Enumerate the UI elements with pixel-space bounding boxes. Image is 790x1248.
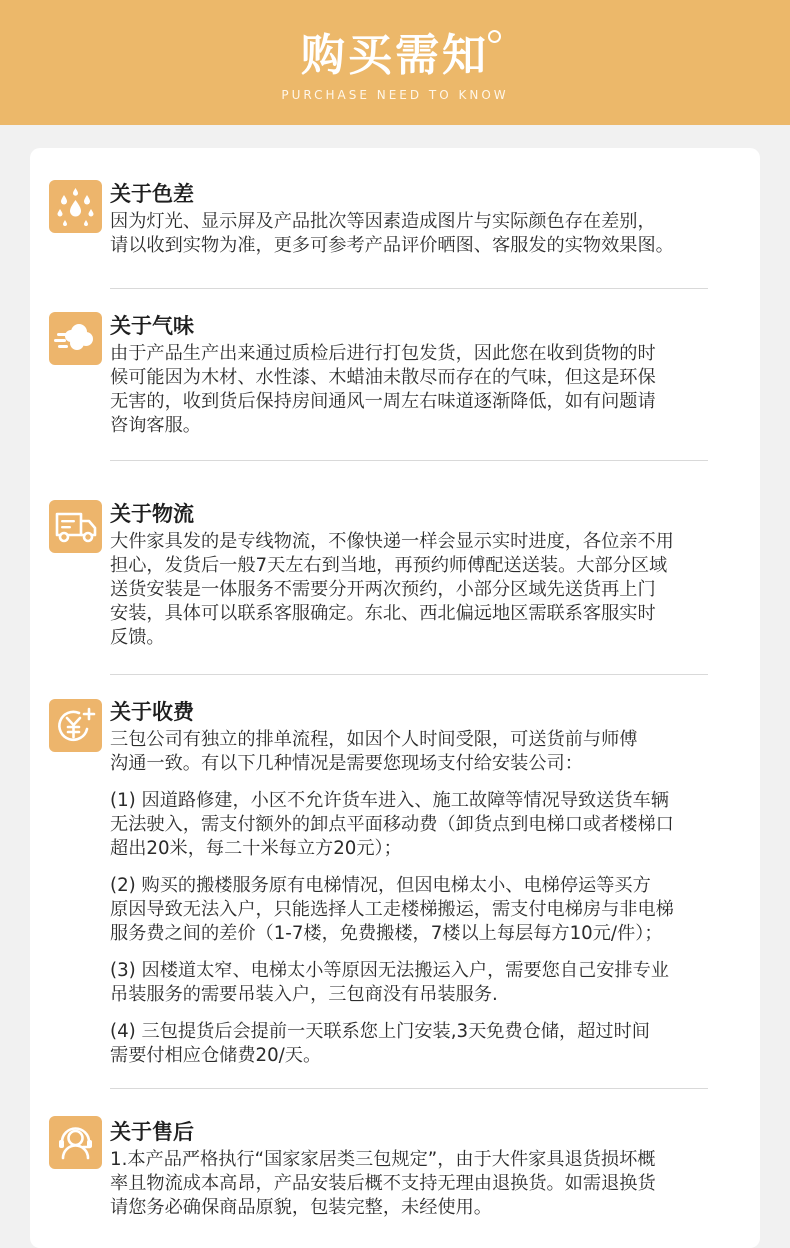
section-paragraph: 由于产品生产出来通过质检后进行打包发货，因此您在收到货物的时 候可能因为木材、水性漆、木蜡油未散尽而存在的气味，但这是环保 无害的，收到货后保持房间通风一周左右味道逐渐降低，如有问题请 咨询客服。 <box>110 343 656 436</box>
smell-cloud-icon <box>49 312 102 365</box>
divider <box>110 674 708 675</box>
section-paragraph: 因为灯光、显示屏及产品批次等因素造成图片与实际颜色存在差别， 请以收到实物为准，更多可参考产品评价晒图、客服发的实物效果图。 <box>110 211 674 256</box>
section-title: 关于气味 <box>110 314 194 338</box>
section-paragraph: 三包公司有独立的排单流程，如因个人时间受限，可送货前与师傅 沟通一致。有以下几种情况是需要您现场支付给安装公司： <box>110 729 638 774</box>
section-body <box>110 342 750 438</box>
page-subtitle: PURCHASE NEED TO KNOW <box>281 88 509 102</box>
fee-item: (3) 因楼道太窄、电梯太小等原因无法搬运入户，需要您自己安排专业 吊装服务的需要吊装入户，三包商没有吊装服务. <box>110 960 669 1005</box>
section-body <box>110 530 750 650</box>
section-body <box>110 1148 750 1220</box>
page-title: 购买需知 <box>301 30 489 81</box>
page-header <box>0 0 790 125</box>
fee-item: (2) 购买的搬楼服务原有电梯情况，但因电梯太小、电梯停运等买方 原因导致无法入户，只能选择人工走楼梯搬运，需支付电梯房与非电梯 服务费之间的差价（1-7楼，免费搬楼，7楼以上每层每方10元/件）； <box>110 875 674 944</box>
divider <box>110 1088 708 1089</box>
divider <box>110 460 708 461</box>
section-body <box>110 728 750 1068</box>
yuan-fee-icon <box>49 699 102 752</box>
customer-service-icon <box>49 1116 102 1169</box>
title-dot-decoration <box>488 30 501 43</box>
section-title: 关于色差 <box>110 182 194 206</box>
section-body <box>110 210 750 258</box>
color-drops-icon <box>49 180 102 233</box>
section-title: 关于售后 <box>110 1120 194 1144</box>
fee-item: (1) 因道路修建，小区不允许货车进入、施工故障等情况导致送货车辆 无法驶入，需支付额外的卸点平面移动费（卸货点到电梯口或者楼梯口 超出20米，每二十米每立方20元）； <box>110 790 674 859</box>
divider <box>110 288 708 289</box>
section-paragraph: 大件家具发的是专线物流，不像快递一样会显示实时进度，各位亲不用 担心，发货后一般7天左右到当地，再预约师傅配送送装。大部分区域 送货安装是一体服务不需要分开两次预约，小部分区域先送货再上门 安装，具体可以联系客服确定。东北、西北偏远地区需联系客服实时 反馈。 <box>110 531 674 648</box>
section-paragraph: 1.本产品严格执行“国家家居类三包规定”，由于大件家具退货损坏概 率且物流成本高昂，产品安装后概不支持无理由退换货。如需退换货 请您务必确保商品原貌，包装完整，未经使用。 <box>110 1149 656 1218</box>
section-title: 关于物流 <box>110 502 194 526</box>
section-title: 关于收费 <box>110 700 194 724</box>
info-card <box>30 148 760 1248</box>
fee-item: (4) 三包提货后会提前一天联系您上门安装,3天免费仓储，超过时间 需要付相应仓储费20/天。 <box>110 1021 650 1066</box>
delivery-truck-icon <box>49 500 102 553</box>
